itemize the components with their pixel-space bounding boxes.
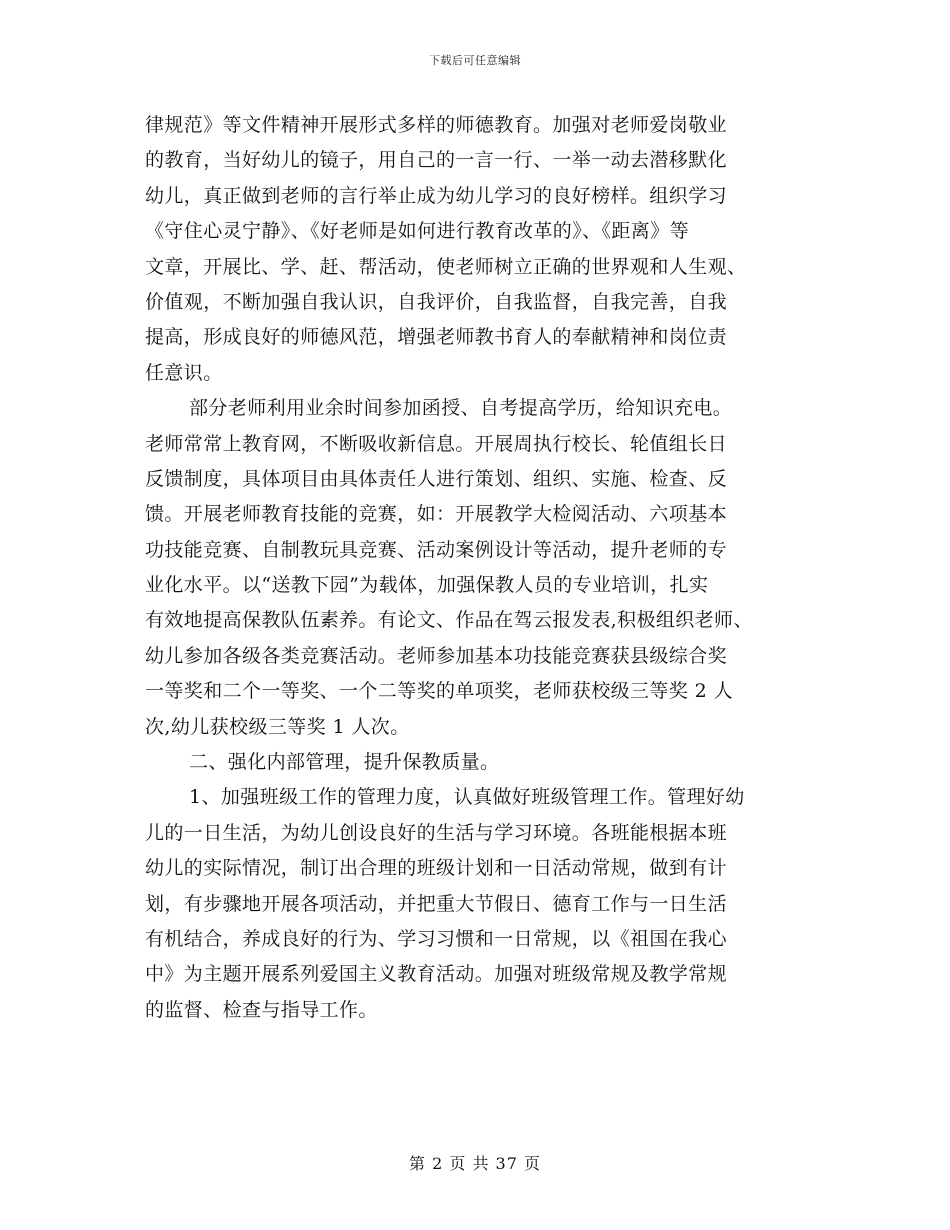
text-line: 律规范》等文件精神开展形式多样的师德教育。加强对老师爱岗敬业 [145, 114, 728, 136]
text-line: 有机结合，养成良好的行为、学习习惯和一日常规，以《祖国在我心 [145, 927, 728, 950]
text-line: 任意识。 [145, 361, 223, 384]
text-line: 中》为主题开展系列爱国主义教育活动。加强对班级常规及教学常规 [145, 963, 728, 986]
text-line: 文章，开展比、学、赶、帮活动，使老师树立正确的世界观和人生观、 [145, 255, 747, 278]
text-line: 有效地提高保教队伍素养。有论文、作品在驾云报发表,积极组织老师、 [145, 609, 753, 632]
text-line: 价值观，不断加强自我认识，自我评价，自我监督，自我完善，自我 [145, 290, 728, 313]
text-line: 老师常常上教育网，不断吸收新信息。开展周执行校长、轮值组长日 [145, 432, 728, 455]
text-line: 的监督、检查与指导工作。 [145, 998, 378, 1021]
text-line: 反馈制度，具体项目由具体责任人进行策划、组织、实施、检查、反 [145, 467, 728, 490]
text-line: 一等奖和二个一等奖、一个二等奖的单项奖，老师获校级三等奖 2 人 [145, 680, 733, 703]
text-line: 二、强化内部管理，提升保教质量。 [189, 751, 500, 774]
text-line: 馈。开展老师教育技能的竞赛，如：开展教学大检阅活动、六项基本 [145, 503, 728, 526]
text-line: 幼儿，真正做到老师的言行举止成为幼儿学习的良好榜样。组织学习 [145, 184, 728, 207]
text-line: 划，有步骤地开展各项活动，并把重大节假日、德育工作与一日生活 [145, 892, 728, 915]
document-body [145, 108, 825, 1028]
text-line: 次,幼儿获校级三等奖 1 人次。 [145, 715, 410, 738]
text-line: 幼儿参加各级各类竞赛活动。老师参加基本功技能竞赛获县级综合奖 [145, 644, 728, 667]
text-line: 儿的一日生活，为幼儿创设良好的生活与学习环境。各班能根据本班 [145, 821, 728, 844]
page-header: 下载后可任意编辑 [429, 54, 521, 67]
text-line: 1、加强班级工作的管理力度，认真做好班级管理工作。管理好幼 [189, 786, 745, 809]
text-line: 功技能竞赛、自制教玩具竞赛、活动案例设计等活动，提升老师的专 [145, 538, 728, 561]
text-line: 《守住心灵宁静》、《好老师是如何进行教育改革的》、《距离》等 [145, 220, 690, 243]
text-line: 的教育，当好幼儿的镜子，用自己的一言一行、一举一动去潜移默化 [145, 149, 728, 172]
text-line: 提高，形成良好的师德风范，增强老师教书育人的奉献精神和岗位责 [145, 326, 728, 349]
text-line: 幼儿的实际情况，制订出合理的班级计划和一日活动常规，做到有计 [145, 857, 728, 880]
text-line: 部分老师利用业余时间参加函授、自考提高学历，给知识充电。 [189, 397, 733, 420]
page-footer: 第 2 页 共 37 页 [409, 1154, 541, 1173]
text-line: 业化水平。以“送教下园”为载体，加强保教人员的专业培训，扎实 [145, 574, 709, 597]
